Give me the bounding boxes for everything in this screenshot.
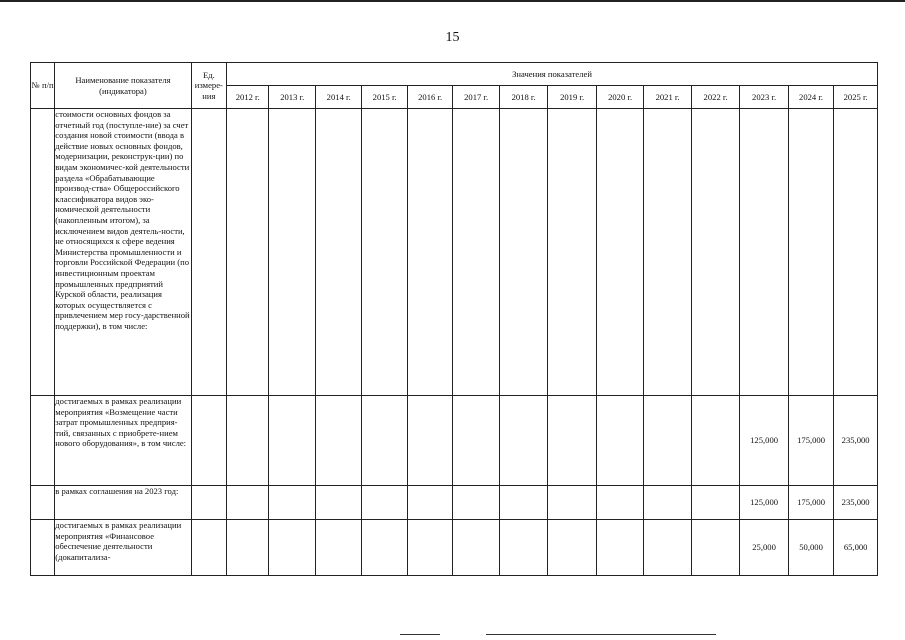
header-unit: Ед. измере-ния — [191, 63, 226, 109]
cell-value — [548, 396, 597, 486]
header-values-group: Значения показателей — [227, 63, 878, 86]
cell-value-2023: 25,000 — [740, 520, 789, 576]
cell-value — [362, 396, 407, 486]
cell-value-2024: 175,000 — [788, 396, 833, 486]
cell-value — [548, 520, 597, 576]
cell-value — [362, 109, 407, 396]
header-year: 2022 г. — [691, 86, 740, 109]
cell-num — [31, 109, 55, 396]
cell-unit — [191, 396, 226, 486]
cell-value — [691, 520, 740, 576]
header-year: 2021 г. — [644, 86, 691, 109]
cell-value — [644, 109, 691, 396]
table-row — [31, 396, 878, 486]
cell-value-2025: 65,000 — [834, 520, 878, 576]
cell-value — [269, 109, 315, 396]
cell-value — [227, 396, 269, 486]
cell-value-2023: 125,000 — [740, 486, 789, 520]
header-year: 2013 г. — [269, 86, 315, 109]
cell-value — [315, 396, 361, 486]
cell-num — [31, 520, 55, 576]
cell-value — [453, 486, 499, 520]
cell-value — [269, 520, 315, 576]
cell-value — [315, 520, 361, 576]
cell-value — [453, 396, 499, 486]
scan-artifact-line — [486, 634, 716, 635]
cell-value — [227, 520, 269, 576]
row-indicator-name: достигаемых в рамках реализации мероприятия «Финансовое обеспечение деятельности (докапитализа- — [55, 520, 191, 576]
cell-value — [269, 486, 315, 520]
cell-value — [362, 520, 407, 576]
cell-value — [548, 109, 597, 396]
cell-value-2023: 125,000 — [740, 396, 789, 486]
cell-value-2025 — [834, 109, 878, 396]
header-year: 2017 г. — [453, 86, 499, 109]
cell-unit — [191, 520, 226, 576]
cell-value — [407, 109, 452, 396]
cell-value — [596, 520, 643, 576]
cell-value — [691, 396, 740, 486]
table-row — [31, 520, 878, 576]
top-border-line — [0, 0, 905, 2]
cell-unit — [191, 109, 226, 396]
cell-value — [691, 109, 740, 396]
cell-value — [227, 486, 269, 520]
cell-num — [31, 486, 55, 520]
header-year: 2023 г. — [740, 86, 789, 109]
cell-value — [499, 486, 548, 520]
cell-value — [691, 486, 740, 520]
cell-value-2025: 235,000 — [834, 486, 878, 520]
page-number: 15 — [445, 30, 460, 45]
header-year: 2019 г. — [548, 86, 597, 109]
cell-num — [31, 396, 55, 486]
cell-value-2025: 235,000 — [834, 396, 878, 486]
header-name: Наименование показателя (индикатора) — [55, 63, 191, 109]
cell-value-2024: 50,000 — [788, 520, 833, 576]
header-year: 2016 г. — [407, 86, 452, 109]
header-year: 2018 г. — [499, 86, 548, 109]
cell-value-2024 — [788, 109, 833, 396]
header-year: 2015 г. — [362, 86, 407, 109]
cell-value — [548, 486, 597, 520]
cell-value — [499, 520, 548, 576]
header-year: 2025 г. — [834, 86, 878, 109]
cell-value — [315, 109, 361, 396]
cell-value — [407, 486, 452, 520]
cell-value — [644, 486, 691, 520]
cell-value-2024: 175,000 — [788, 486, 833, 520]
header-year: 2020 г. — [596, 86, 643, 109]
cell-value — [596, 109, 643, 396]
scan-artifact-line — [400, 634, 440, 635]
header-num: № п/п — [31, 63, 55, 109]
cell-value — [407, 396, 452, 486]
cell-value — [362, 486, 407, 520]
cell-value — [315, 486, 361, 520]
table-row — [31, 486, 878, 520]
indicators-table — [30, 62, 878, 576]
row-indicator-name: в рамках соглашения на 2023 год: — [55, 486, 191, 520]
row-indicator-name: достигаемых в рамках реализации мероприятия «Возмещение части затрат промышленных предприя-тий, связанных с приобрете-нием нового оборудования», в том числе: — [55, 396, 191, 486]
cell-value-2023 — [740, 109, 789, 396]
cell-value — [596, 486, 643, 520]
header-year: 2014 г. — [315, 86, 361, 109]
header-year: 2012 г. — [227, 86, 269, 109]
cell-value — [407, 520, 452, 576]
cell-value — [227, 109, 269, 396]
row-indicator-name: стоимости основных фондов за отчетный год (поступле-ние) за счет создания новой стоимости (ввода в действие новых основных фондов, модернизации, реконструк-ции) по видам экономичес-кой деятельности раздела «Обрабатывающие производ-ства» Общероссийского классификатора видов эко-номической деятельности (накопленным итогом), за исключением видов деятель-ности, не относящихся к сфере ведения Министерства промышленности и торговли Российской Федерации (по инвестиционным проектам промышленных предприятий Курской области, реализация которых осуществляется с привлечением мер госу-дарственной поддержки), в том числе: — [55, 109, 191, 396]
cell-value — [644, 520, 691, 576]
cell-value — [453, 109, 499, 396]
cell-value — [453, 520, 499, 576]
cell-unit — [191, 486, 226, 520]
cell-value — [644, 396, 691, 486]
table-row — [31, 109, 878, 396]
cell-value — [269, 396, 315, 486]
cell-value — [596, 396, 643, 486]
cell-value — [499, 396, 548, 486]
header-year: 2024 г. — [788, 86, 833, 109]
cell-value — [499, 109, 548, 396]
